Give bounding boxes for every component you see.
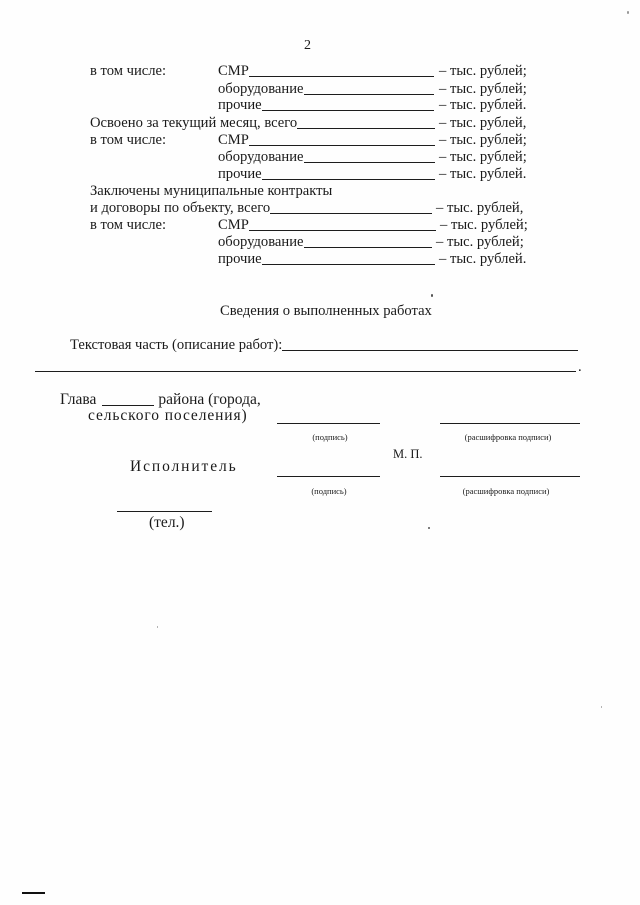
signature-decoding-line [440,476,580,477]
fill-row-smr [218,217,436,233]
unit-label: – тыс. рублей; [439,81,527,97]
decoding-caption: (расшифровка подписи) [464,432,552,442]
fill-line [304,162,436,163]
signature-line [277,423,380,424]
signature-caption: (подпись) [311,486,347,496]
head-title-line2: сельского поселения) [88,407,248,424]
contracts-label-line2: и договоры по объекту, всего [90,200,271,216]
end-mark: . [578,359,582,375]
fill-line [262,179,435,180]
fill-row-equipment [218,81,434,97]
unit-label: – тыс. рублей, [439,115,527,131]
phone-caption: (тел.) [149,514,185,531]
unit-label: – тыс. рублей; [440,217,528,233]
item-label: СМР [218,63,249,79]
decoding-caption: (расшифровка подписи) [462,486,550,496]
head-title-start: Глава [60,391,97,408]
scan-speck [157,626,158,628]
fill-line [297,128,435,129]
fill-line [249,145,435,146]
fill-row-equipment [218,149,435,165]
fill-line [249,76,434,77]
item-label: прочие [218,251,262,267]
executor-label: Исполнитель [130,458,238,475]
sub-label: в том числе: [90,217,167,233]
unit-label: – тыс. рублей; [439,149,527,165]
scan-edge-mark [22,892,45,894]
stamp-place: М. П. [393,447,423,461]
works-heading: Сведения о выполненных работах [220,303,432,319]
item-label: прочие [218,166,262,182]
unit-label: – тыс. рублей. [439,251,527,267]
page-number: 2 [304,38,311,53]
item-label: оборудование [218,149,304,165]
item-label: СМР [218,217,249,233]
full-width-fill-line [35,371,576,372]
unit-label: – тыс. рублей. [439,97,527,113]
scan-speck [627,11,629,14]
signature-caption: (подпись) [312,432,348,442]
fill-line [249,230,436,231]
fill-row-text-part [70,337,578,353]
text-part-label: Текстовая часть (описание работ): [70,337,283,353]
fill-line [262,110,434,111]
fill-row-other [218,97,434,113]
fill-row-other [218,251,435,267]
fill-row-mastered-total [90,115,435,131]
unit-label: – тыс. рублей; [439,63,527,79]
item-label: оборудование [218,234,304,250]
item-label: прочие [218,97,262,113]
fill-line [270,213,432,214]
sub-label: в том числе: [90,63,167,79]
scan-speck [601,706,602,708]
fill-row-contracts-total [90,200,432,216]
fill-row-equipment [218,234,432,250]
unit-label: – тыс. рублей. [439,166,527,182]
unit-label: – тыс. рублей; [436,234,524,250]
scan-speck [428,527,430,529]
scan-speck [431,294,433,297]
head-title-end: района (города, [158,391,261,408]
fill-line [102,405,154,406]
unit-label: – тыс. рублей, [436,200,524,216]
fill-line [304,247,433,248]
signature-decoding-line [440,423,580,424]
sub-label: в том числе: [90,132,167,148]
fill-line [282,350,578,351]
item-label: СМР [218,132,249,148]
fill-line [262,264,435,265]
fill-line [304,94,435,95]
fill-row-other [218,166,435,182]
mastered-label: Освоено за текущий месяц, всего [90,115,298,131]
item-label: оборудование [218,81,304,97]
contracts-label-line1: Заключены муниципальные контракты [90,183,333,199]
unit-label: – тыс. рублей; [439,132,527,148]
fill-row-smr [218,63,434,79]
signature-line [277,476,380,477]
phone-fill-line [117,511,212,512]
fill-row-smr [218,132,435,148]
